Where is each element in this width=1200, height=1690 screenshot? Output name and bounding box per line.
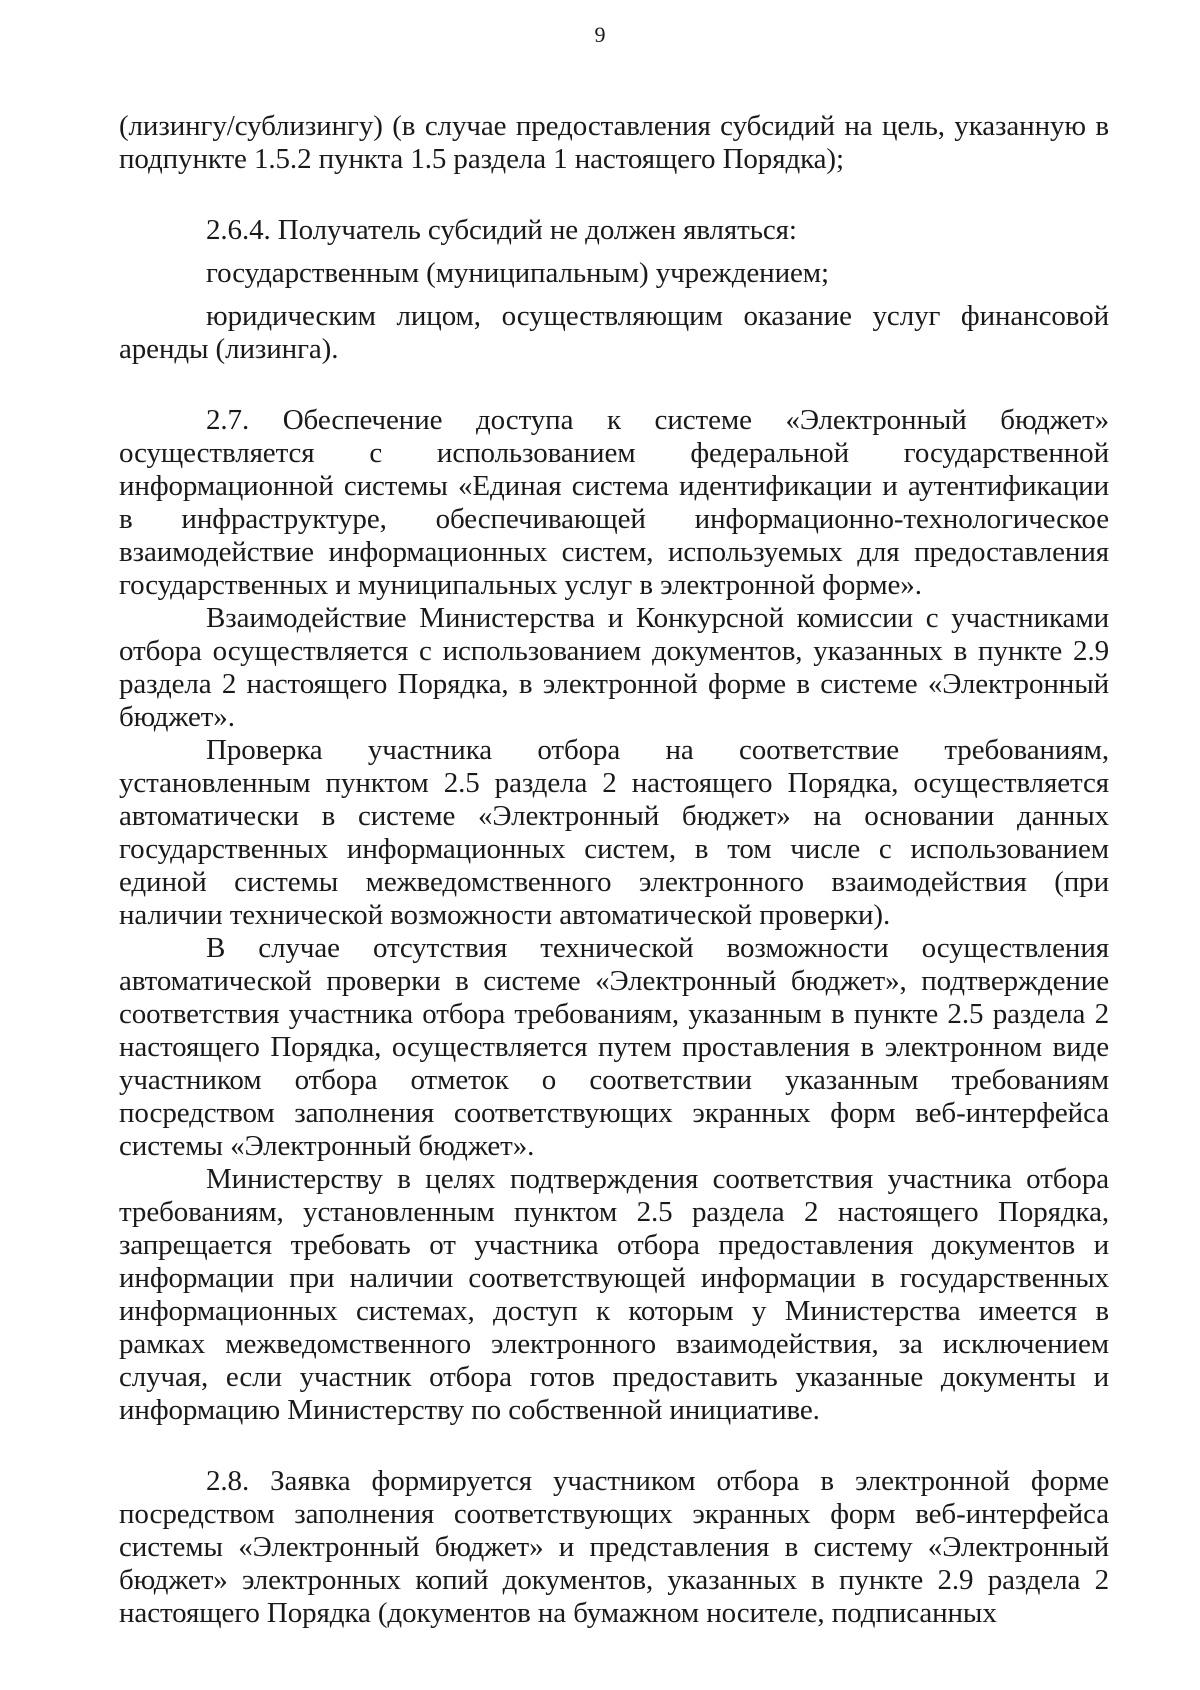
document-body xyxy=(119,110,1109,1630)
paragraph-no-technical-possibility: В случае отсутствия технической возможности осуществления автоматической проверки в системе «Электронный бюджет», подтверждение соответствия участника отбора требованиям, указанным в пункте 2.5 раздела 2 настоящего Порядка, осуществляется путем проставления в электронном виде участником отбора отметок о соответствии указанным требованиям посредством заполнения соответствующих экранных форм веб-интерфейса системы «Электронный бюджет». xyxy=(119,932,1109,1162)
paragraph-verification: Проверка участника отбора на соответствие требованиям, установленным пунктом 2.5 раздела 2 настоящего Порядка, осуществляется автоматически в системе «Электронный бюджет» на основании данных государственных информационных систем, в том числе с использованием единой системы межведомственного электронного взаимодействия (при наличии технической возможности автоматической проверки). xyxy=(119,734,1109,931)
paragraph-2-7: 2.7. Обеспечение доступа к системе «Электронный бюджет» осуществляется с использованием федеральной государственной информационной системы «Единая система идентификации и аутентификации в инфраструктуре, обеспечивающей информационно-технологическое взаимодействие информационных систем, используемых для предоставления государственных и муниципальных услуг в электронной форме». xyxy=(119,404,1109,601)
paragraph-interaction: Взаимодействие Министерства и Конкурсной комиссии с участниками отбора осуществляется с использованием документов, указанных в пункте 2.9 раздела 2 настоящего Порядка, в электронной форме в системе «Электронный бюджет». xyxy=(119,602,1109,733)
paragraph-2-6-4: 2.6.4. Получатель субсидий не должен являться: xyxy=(206,214,797,246)
paragraph-ministry-prohibition: Министерству в целях подтверждения соответствия участника отбора требованиям, установленным пунктом 2.5 раздела 2 настоящего Порядка, запрещается требовать от участника отбора предоставления документов и информации при наличии соответствующей информации в государственных информационных системах, доступ к которым у Министерства имеется в рамках межведомственного электронного взаимодействия, за исключением случая, если участник отбора готов предоставить указанные документы и информацию Министерству по собственной инициативе. xyxy=(119,1163,1109,1426)
page-number: 9 xyxy=(594,22,606,47)
paragraph-leasing-continuation: (лизингу/сублизингу) (в случае предоставления субсидий на цель, указанную в подпункте 1.5.2 пункта 1.5 раздела 1 настоящего Порядка); xyxy=(119,110,1109,175)
paragraph-state-institution: государственным (муниципальным) учреждением; xyxy=(206,257,829,289)
paragraph-2-8: 2.8. Заявка формируется участником отбора в электронной форме посредством заполнения соответствующих экранных форм веб-интерфейса системы «Электронный бюджет» и представления в систему «Электронный бюджет» электронных копий документов, указанных в пункте 2.9 раздела 2 настоящего Порядка (документов на бумажном носителе, подписанных xyxy=(119,1465,1109,1629)
paragraph-legal-entity: юридическим лицом, осуществляющим оказание услуг финансовой аренды (лизинга). xyxy=(119,300,1109,365)
